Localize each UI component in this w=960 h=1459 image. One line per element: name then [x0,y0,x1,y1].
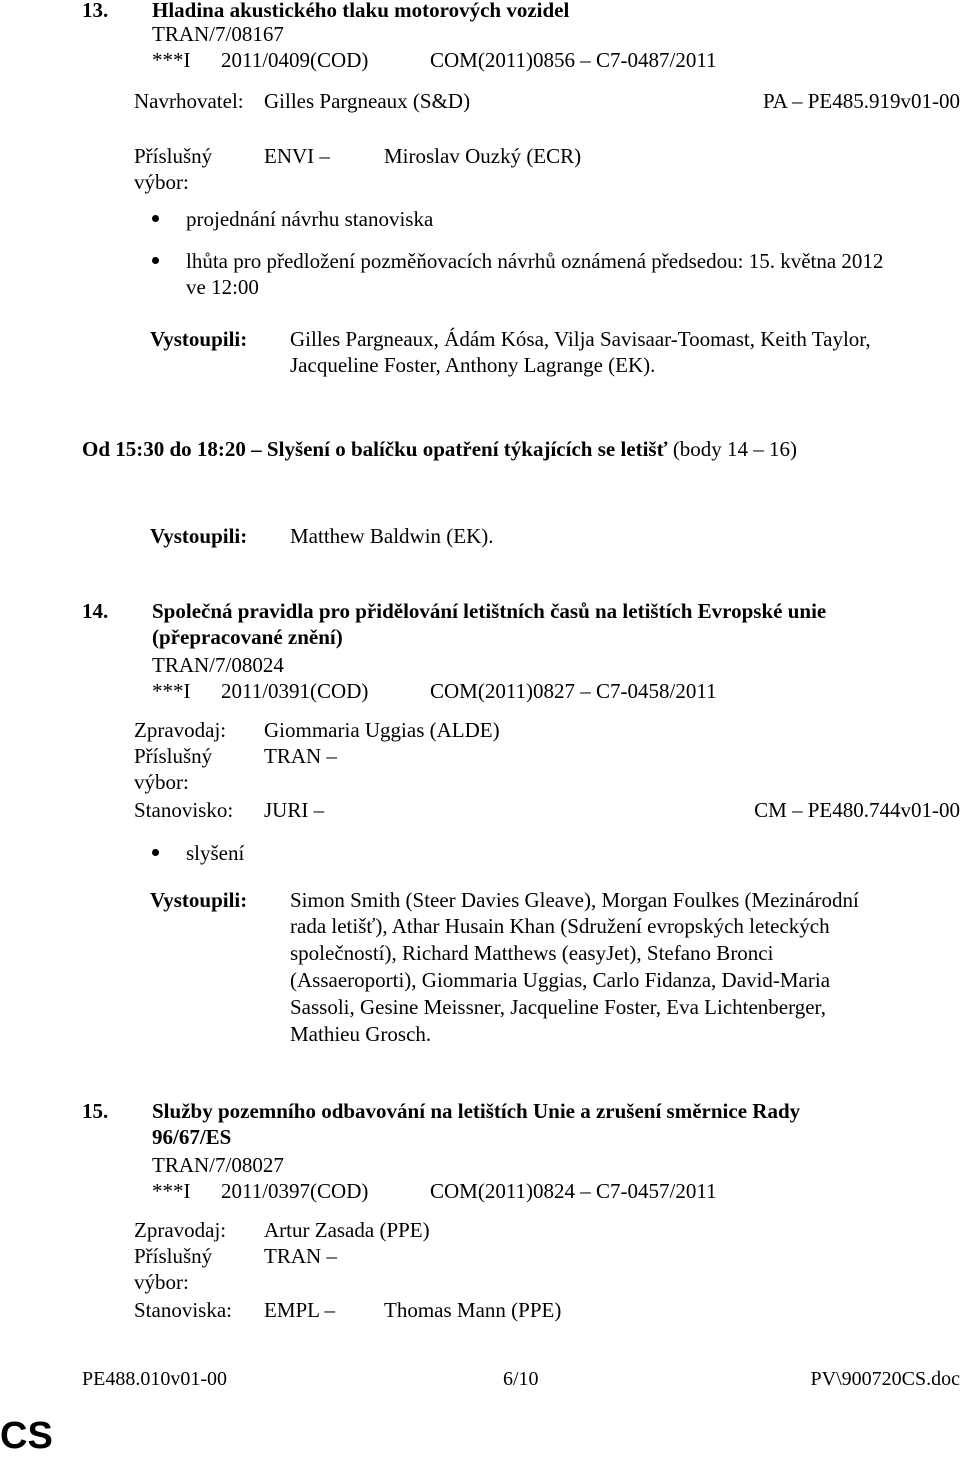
item-15-opinion-member: Thomas Mann (PPE) [384,1298,562,1322]
item-15-code: TRAN/7/08027 [152,1153,284,1177]
item-14-speakers-3: společností), Richard Matthews (easyJet), Stefano Bronci [290,941,774,965]
session-heading [82,436,797,462]
item-15-rapporteur-label: Zpravodaj: [134,1218,227,1242]
item-13-bullet-2: lhůta pro předložení pozměňovacích návrhů oznámená předsedou: 15. května 2012 [186,249,884,273]
session-speakers-label: Vystoupili: [150,524,248,548]
item-15-opinions-label: Stanoviska: [134,1298,232,1322]
item-14-speakers-2: rada letišť), Athar Husain Khan (Sdružení evropských leteckých [290,914,830,938]
item-13-title: Hladina akustického tlaku motorových vozidel [152,0,570,22]
item-13-speakers-2: Jacqueline Foster, Anthony Lagrange (EK). [290,353,656,377]
item-14-code: TRAN/7/08024 [152,653,284,677]
item-13-com: COM(2011)0856 – C7-0487/2011 [430,48,717,72]
item-15-committee-label: Příslušný [134,1244,213,1268]
language-code: CS [0,1415,53,1457]
item-13-pa: PA – PE485.919v01-00 [762,89,960,113]
item-13-bullet-1: projednání návrhu stanoviska [186,207,434,231]
item-13-bullet-2-cont: ve 12:00 [186,275,259,299]
footer-doc-ref: PE488.010v01-00 [82,1368,227,1390]
session-speakers: Matthew Baldwin (EK). [290,524,494,548]
item-14-number: 14. [82,599,109,623]
item-15-title: Služby pozemního odbavování na letištích Unie a zrušení směrnice Rady [152,1099,801,1123]
session-heading-tail: (body 14 – 16) [672,437,798,461]
item-15-rapporteur: Artur Zasada (PPE) [264,1218,430,1242]
item-14-bullet-1: slyšení [186,841,245,865]
item-14-procedure: ***I [152,679,191,703]
item-15-com: COM(2011)0824 – C7-0457/2011 [430,1179,717,1203]
item-15-procedure: ***I [152,1179,191,1203]
item-15-committee: TRAN – [264,1244,337,1268]
item-15-number: 15. [82,1099,109,1123]
item-14-speakers-5: Sassoli, Gesine Meissner, Jacqueline Foster, Eva Lichtenberger, [290,995,826,1019]
item-13-speakers-label: Vystoupili: [150,327,248,351]
item-13-proposer: Gilles Pargneaux (S&D) [264,89,471,113]
item-14-title: Společná pravidla pro přidělování letištních časů na letištích Evropské unie [152,599,827,623]
item-15-opinion: EMPL – [264,1298,335,1322]
footer-file-name: PV\900720CS.doc [810,1368,960,1390]
item-13-proposer-label: Navrhovatel: [134,89,244,113]
session-heading-bold: Od 15:30 do 18:20 – Slyšení o balíčku opatření týkajících se letišť [82,437,668,461]
item-14-speakers-4: (Assaeroporti), Giommaria Uggias, Carlo Fidanza, David-Maria [290,968,831,992]
item-14-cod: 2011/0391(COD) [221,679,369,703]
item-13-cod: 2011/0409(COD) [221,48,369,72]
item-14-committee-label-2: výbor: [134,770,189,794]
item-14-committee: TRAN – [264,744,337,768]
item-14-rapporteur-label: Zpravodaj: [134,718,227,742]
item-13-committee-label-2: výbor: [134,170,189,194]
item-14-committee-label: Příslušný [134,744,213,768]
item-14-title-2: (přepracované znění) [152,625,343,649]
item-14-opinion-label: Stanovisko: [134,798,234,822]
item-14-speakers-1: Simon Smith (Steer Davies Gleave), Morgan Foulkes (Mezinárodní [290,888,859,912]
item-14-speakers-6: Mathieu Grosch. [290,1022,432,1046]
item-14-com: COM(2011)0827 – C7-0458/2011 [430,679,717,703]
item-13-committee: ENVI – [264,144,330,168]
item-13-speakers-1: Gilles Pargneaux, Ádám Kósa, Vilja Savisaar-Toomast, Keith Taylor, [290,327,871,351]
item-13-committee-label: Příslušný [134,144,213,168]
item-13-committee-member: Miroslav Ouzký (ECR) [384,144,582,168]
item-13-procedure: ***I [152,48,191,72]
bullet-icon [152,849,159,856]
item-15-title-2: 96/67/ES [152,1125,232,1149]
item-13-code: TRAN/7/08167 [152,22,284,46]
bullet-icon [152,257,159,264]
item-14-cm: CM – PE480.744v01-00 [754,798,960,822]
item-13-number: 13. [82,0,109,22]
item-15-committee-label-2: výbor: [134,1270,189,1294]
footer-page-number: 6/10 [503,1368,539,1390]
bullet-icon [152,215,159,222]
item-14-opinion: JURI – [264,798,325,822]
item-15-cod: 2011/0397(COD) [221,1179,369,1203]
item-14-rapporteur: Giommaria Uggias (ALDE) [264,718,500,742]
item-14-speakers-label: Vystoupili: [150,888,248,912]
